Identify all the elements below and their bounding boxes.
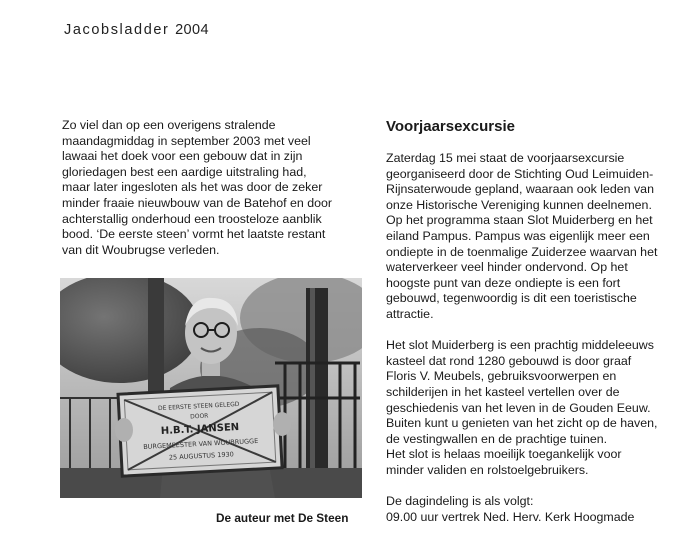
text-line: Zaterdag 15 mei staat de voorjaarsexcursie (386, 151, 625, 165)
text-line: onze Historische Vereniging kunnen deelnemen. (386, 197, 652, 212)
text-line: gebouwd, tegenwoordig is dit een toeristische (386, 291, 637, 306)
text-line: bood. ‘De eerste steen’ vormt het laatste restant (62, 227, 326, 242)
text-line: schilderijen in het kasteel vertellen over de (386, 384, 620, 399)
page-header (64, 22, 209, 38)
text-line: kasteel dat rond 1280 gebouwd is door graaf (386, 353, 632, 368)
text-line: waterverkeer veel hinder ondervond. Op het (386, 260, 628, 275)
text-line: achterstallig onderhoud een troosteloze aanblik (62, 211, 322, 226)
article-heading: Voorjaarsexcursie (386, 118, 515, 135)
text-line: Rijnsaterwoude gepland, waaraan ook leden van (386, 182, 654, 197)
text-line: eiland Pampus. Pampus was eigenlijk meer een (386, 228, 650, 243)
text-line: Buiten kunt u genieten van het zicht op de haven, (386, 416, 658, 431)
photo-caption: De auteur met De Steen (216, 511, 349, 525)
left-article-text (62, 118, 362, 258)
text-line: 09.00 uur vertrek Ned. Herv. Kerk Hoogmade (386, 509, 635, 524)
text-line: van dit Woubrugse verleden. (62, 242, 220, 257)
text-line: hoogste punt van deze ondiepte is een fort (386, 275, 621, 290)
text-line: ondiepte in de toenmalige Zuiderzee waarvan het (386, 244, 658, 259)
text-line: De dagindeling is als volgt: (386, 494, 534, 509)
plaque-line: DOOR (190, 412, 209, 421)
plaque-line: BURGEMEESTER VAN WOUBRUGGE (143, 436, 259, 451)
paragraph (386, 151, 696, 323)
author-photo (60, 278, 362, 498)
right-article-text (386, 151, 696, 541)
text-line: minder validen en rolstoelgebruikers. (386, 462, 589, 477)
text-line: lawaai het doek voor een gebouw dat in zijn (62, 149, 303, 164)
text-line: Het slot Muiderberg is een prachtig middeleeuws (386, 338, 654, 353)
text-line: maar later ingesloten als het was door de zeker (62, 180, 323, 195)
text-line: attractie. (386, 306, 434, 321)
text-line: Floris V. Meubels, gebruiksvoorwerpen en (386, 369, 617, 384)
text-line: Op het programma staan Slot Muiderberg en het (386, 213, 653, 228)
text-line: minder fraaie nieuwbouw van de Batehof en door (62, 195, 333, 210)
text-line: maandagmiddag in september 2003 met veel (62, 133, 311, 148)
magazine-year: 2004 (175, 22, 209, 38)
text-line: Zo viel dan op een overigens stralende (62, 118, 276, 132)
text-line: Het slot is helaas moeilijk toegankelijk voor (386, 447, 622, 462)
text-line: de vestingwallen en de prachtige tuinen. (386, 431, 608, 446)
plaque-line: 25 AUGUSTUS 1930 (168, 450, 234, 462)
text-line: georganiseerd door de Stichting Oud Leimuiden- (386, 166, 654, 181)
paragraph (386, 338, 696, 478)
paragraph (386, 494, 696, 525)
magazine-title: Jacobsladder (64, 22, 170, 38)
text-line: geschiedenis van het leven in de Gouden Eeuw. (386, 400, 651, 415)
text-line: gloriedagen best een aardige uitstraling had, (62, 164, 307, 179)
plaque-line: DE EERSTE STEEN GELEGD (157, 400, 240, 413)
plaque-line: H.B.T. JANSEN (160, 421, 240, 438)
